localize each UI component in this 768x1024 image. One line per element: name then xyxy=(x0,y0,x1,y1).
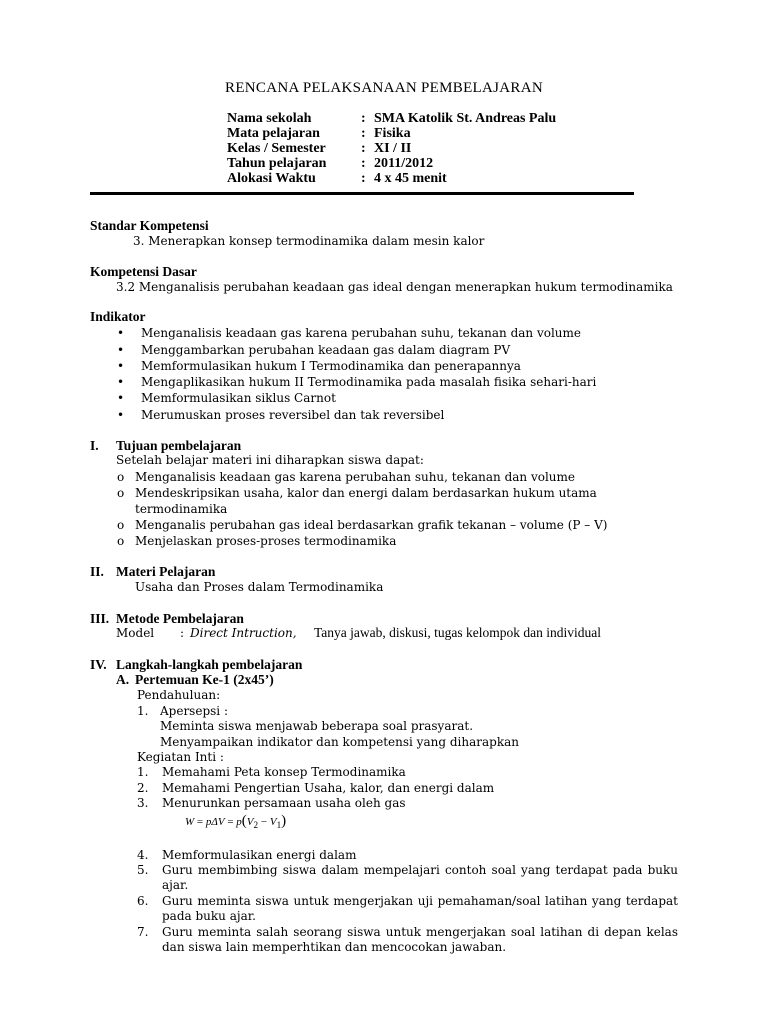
eq-symbol: p xyxy=(205,816,212,828)
circle-marker: o xyxy=(117,470,125,484)
metode-number: III. xyxy=(90,611,110,626)
identity-value: 2011/2012 xyxy=(374,156,434,171)
identity-separator: : xyxy=(361,126,366,141)
inti-number: 7. xyxy=(137,925,149,939)
inti-number: 4. xyxy=(137,848,149,862)
sk-text: 3. Menerapkan konsep termodinamika dalam mesin kalor xyxy=(133,234,485,248)
kd-heading: Kompetensi Dasar xyxy=(90,264,197,279)
indikator-item: Memformulasikan siklus Carnot xyxy=(141,391,336,405)
inti-number: 6. xyxy=(137,894,149,908)
inti-number: 1. xyxy=(137,765,149,779)
identity-separator: : xyxy=(361,156,366,171)
inti-item: Guru membimbing siswa dalam mempelajari contoh soal yang terdapat pada buku xyxy=(162,863,678,877)
inti-item: Memahami Peta konsep Termodinamika xyxy=(162,765,406,779)
eq-symbol: ΔV xyxy=(211,816,225,828)
eq-symbol: V xyxy=(246,816,254,828)
eq-paren: ( xyxy=(241,813,247,829)
identity-separator: : xyxy=(361,171,366,186)
tujuan-item: Mendeskripsikan usaha, kalor dan energi dalam berdasarkan hukum utama xyxy=(135,486,597,500)
metode-italic-text: Direct Intruction, xyxy=(190,626,297,640)
eq-paren: ) xyxy=(281,813,287,829)
bullet-marker: • xyxy=(117,326,125,340)
eq-symbol: V xyxy=(269,816,277,828)
identity-value: XI / II xyxy=(374,141,412,156)
metode-heading: Metode Pembelajaran xyxy=(116,611,244,626)
inti-item: Guru meminta salah seorang siswa untuk mengerjakan soal latihan di depan kelas xyxy=(162,925,678,939)
apersepsi-line: Meminta siswa menjawab beberapa soal prasyarat. xyxy=(160,719,474,733)
inti-number: 3. xyxy=(137,796,149,810)
pertemuan-letter: A. xyxy=(116,672,130,687)
metode-text: Tanya jawab, diskusi, tugas kelompok dan individual xyxy=(314,625,602,640)
identity-label: Nama sekolah xyxy=(227,111,312,126)
identity-value: SMA Katolik St. Andreas Palu xyxy=(374,111,557,126)
metode-label: Model xyxy=(116,626,155,640)
tujuan-number: I. xyxy=(90,438,99,453)
indikator-heading: Indikator xyxy=(90,309,146,324)
bullet-marker: • xyxy=(117,343,125,357)
tujuan-item: Menganalis perubahan gas ideal berdasarkan grafik tekanan – volume (P – V) xyxy=(135,518,608,532)
materi-number: II. xyxy=(90,564,104,579)
identity-value: 4 x 45 menit xyxy=(374,171,447,186)
identity-label: Kelas / Semester xyxy=(227,141,326,156)
inti-item: Menurunkan persamaan usaha oleh gas xyxy=(162,796,406,810)
materi-heading: Materi Pelajaran xyxy=(116,564,216,579)
apersepsi-number: 1. xyxy=(137,704,149,718)
identity-value: Fisika xyxy=(374,126,411,141)
indikator-item: Mengaplikasikan hukum II Termodinamika pada masalah fisika sehari-hari xyxy=(141,375,597,389)
identity-label: Alokasi Waktu xyxy=(227,171,316,186)
inti-label: Kegiatan Inti : xyxy=(137,750,224,764)
eq-symbol: = xyxy=(224,816,237,828)
identity-label: Mata pelajaran xyxy=(227,126,320,141)
eq-symbol: W xyxy=(185,816,195,828)
sk-heading: Standar Kompetensi xyxy=(90,218,209,233)
indikator-item: Menggambarkan perubahan keadaan gas dalam diagram PV xyxy=(141,343,511,357)
apersepsi-label: Apersepsi : xyxy=(160,704,228,718)
pendahuluan-label: Pendahuluan: xyxy=(137,688,221,702)
pertemuan-title: Pertemuan Ke-1 (2x45’) xyxy=(135,672,274,687)
eq-subscript: 2 xyxy=(253,820,259,831)
tujuan-item-continuation: termodinamika xyxy=(135,502,228,516)
materi-text: Usaha dan Proses dalam Termodinamika xyxy=(135,580,384,594)
identity-separator: : xyxy=(361,111,366,126)
work-equation xyxy=(185,813,286,830)
inti-item: Memahami Pengertian Usaha, kalor, dan energi dalam xyxy=(162,781,495,795)
indikator-item: Merumuskan proses reversibel dan tak reversibel xyxy=(141,408,445,422)
indikator-item: Memformulasikan hukum I Termodinamika dan penerapannya xyxy=(141,359,521,373)
inti-number: 5. xyxy=(137,863,149,877)
circle-marker: o xyxy=(117,518,125,532)
bullet-marker: • xyxy=(117,391,125,405)
eq-subscript: 1 xyxy=(276,820,282,831)
apersepsi-line: Menyampaikan indikator dan kompetensi yang diharapkan xyxy=(160,735,519,749)
document-title: RENCANA PELAKSANAAN PEMBELAJARAN xyxy=(225,80,543,96)
eq-symbol: p xyxy=(236,816,242,828)
inti-item-continuation: pada buku ajar. xyxy=(162,909,256,923)
inti-number: 2. xyxy=(137,781,149,795)
langkah-number: IV. xyxy=(90,657,107,672)
circle-marker: o xyxy=(117,534,125,548)
inti-item: Memformulasikan energi dalam xyxy=(162,848,357,862)
tujuan-item: Menjelaskan proses-proses termodinamika xyxy=(135,534,397,548)
eq-symbol: = xyxy=(194,816,206,828)
identity-separator: : xyxy=(361,141,366,156)
metode-separator: : xyxy=(180,626,185,640)
inti-item-continuation: dan siswa lain memperhtikan dan mencocokan jawaban. xyxy=(162,940,507,954)
langkah-heading: Langkah-langkah pembelajaran xyxy=(116,657,303,672)
bullet-marker: • xyxy=(117,359,125,373)
bullet-marker: • xyxy=(117,408,125,422)
tujuan-item: Menganalisis keadaan gas karena perubahan suhu, tekanan dan volume xyxy=(135,470,575,484)
inti-item-continuation: ajar. xyxy=(162,878,189,892)
eq-symbol: − xyxy=(258,816,270,828)
inti-item: Guru meminta siswa untuk mengerjakan uji pemahaman/soal latihan yang terdapat xyxy=(162,894,678,908)
circle-marker: o xyxy=(117,486,125,500)
horizontal-rule xyxy=(90,192,634,195)
identity-label: Tahun pelajaran xyxy=(227,156,327,171)
bullet-marker: • xyxy=(117,375,125,389)
tujuan-heading: Tujuan pembelajaran xyxy=(116,438,242,453)
indikator-item: Menganalisis keadaan gas karena perubahan suhu, tekanan dan volume xyxy=(141,326,581,340)
tujuan-intro: Setelah belajar materi ini diharapkan siswa dapat: xyxy=(116,453,424,467)
kd-text: 3.2 Menganalisis perubahan keadaan gas ideal dengan menerapkan hukum termodinamika xyxy=(116,280,673,294)
